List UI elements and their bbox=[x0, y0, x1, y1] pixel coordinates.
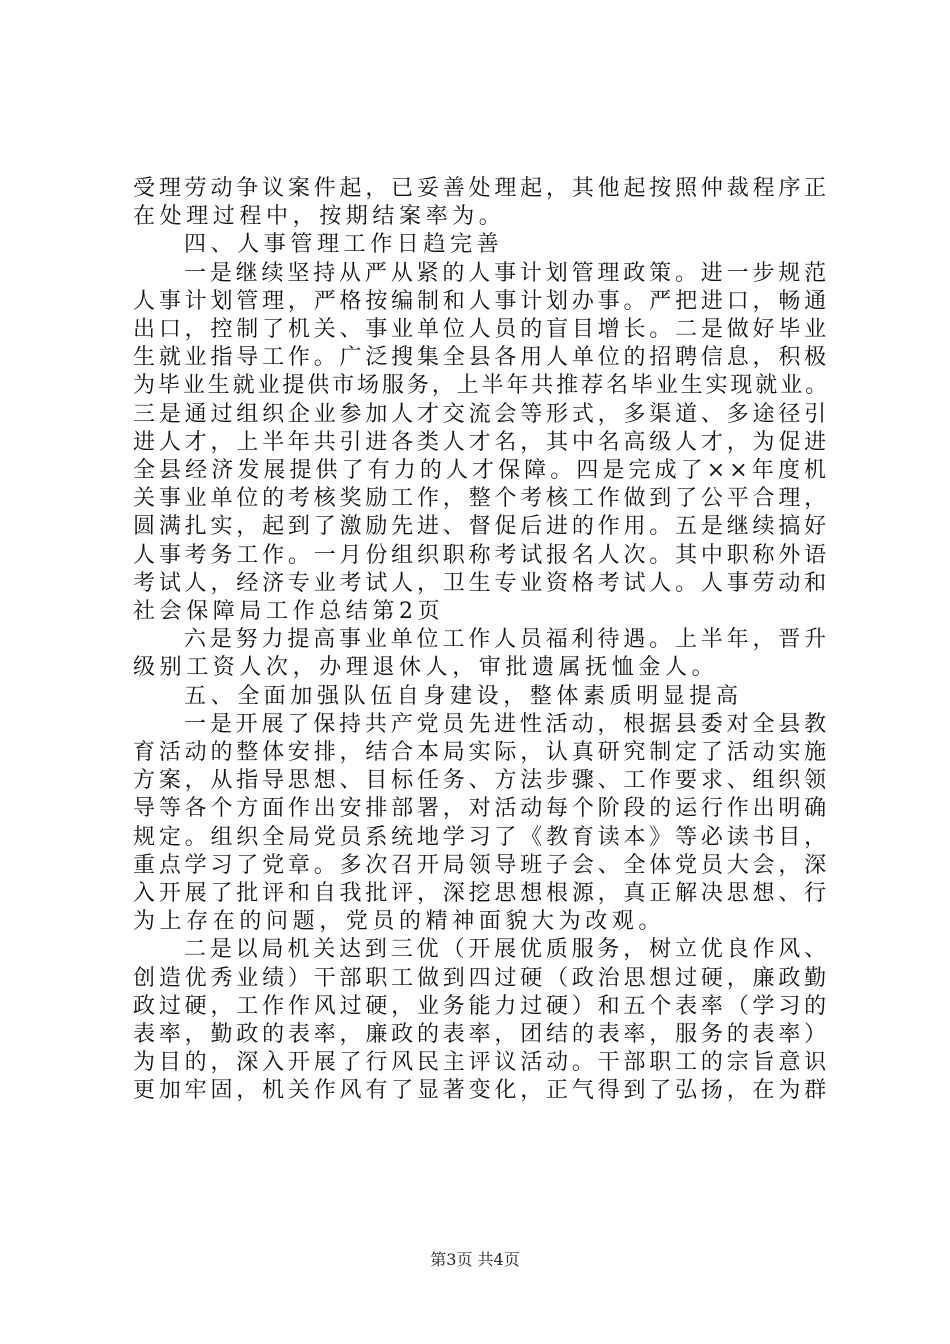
text-line: 规定。组织全局党员系统地学习了《教育读本》等必读书目， bbox=[133, 824, 830, 850]
section-heading: 四、人事管理工作日趋完善 bbox=[184, 232, 504, 258]
text-line: 人事计划管理，严格按编制和人事计划办事。严把进口，畅通 bbox=[133, 288, 830, 314]
paragraph-first-line: 二是以局机关达到三优（开展优质服务，树立优良作风、 bbox=[184, 937, 830, 963]
text-line: 为毕业生就业提供市场服务，上半年共推荐名毕业生实现就业。 bbox=[133, 373, 830, 399]
page-footer: 第3页 共4页 bbox=[430, 1250, 520, 1269]
text-line: 圆满扎实，起到了激励先进、督促后进的作用。五是继续搞好 bbox=[133, 514, 830, 540]
text-line: 重点学习了党章。多次召开局领导班子会、全体党员大会，深 bbox=[133, 852, 830, 878]
text-line: 级别工资人次，办理退休人，审批遗属抚恤金人。 bbox=[133, 655, 719, 681]
section-heading: 五、全面加强队伍自身建设，整体素质明显提高 bbox=[184, 683, 743, 709]
paragraph-first-line: 一是开展了保持共产党员先进性活动，根据县委对全县教 bbox=[184, 711, 830, 737]
text-line: 考试人，经济专业考试人，卫生专业资格考试人。人事劳动和 bbox=[133, 570, 830, 596]
text-line: 更加牢固，机关作风有了显著变化，正气得到了弘扬，在为群 bbox=[133, 1078, 830, 1104]
text-line: 在处理过程中，按期结案率为。 bbox=[133, 204, 506, 230]
text-line: 育活动的整体安排，结合本局实际，认真研究制定了活动实施 bbox=[133, 740, 830, 765]
text-line: 导等各个方面作出安排部署，对活动每个阶段的运行作出明确 bbox=[133, 796, 830, 822]
paragraph-first-line: 一是继续坚持从严从紧的人事计划管理政策。进一步规范 bbox=[184, 260, 830, 286]
text-line: 表率，勤政的表率，廉政的表率，团结的表率，服务的表率） bbox=[133, 1022, 830, 1047]
text-line: 受理劳动争议案件起，已妥善处理起，其他起按照仲裁程序正 bbox=[133, 176, 830, 201]
text-line: 为上存在的问题，党员的精神面貌大为改观。 bbox=[133, 909, 666, 935]
text-line: 人事考务工作。一月份组织职称考试报名人次。其中职称外语 bbox=[133, 542, 830, 568]
text-line: 入开展了批评和自我批评，深挖思想根源，真正解决思想、行 bbox=[133, 881, 830, 906]
text-line: 创造优秀业绩）干部职工做到四过硬（政治思想过硬，廉政勤 bbox=[133, 965, 830, 991]
text-line: 全县经济发展提供了有力的人才保障。四是完成了××年度机 bbox=[133, 458, 830, 483]
text-line: 三是通过组织企业参加人才交流会等形式，多渠道、多途径引 bbox=[133, 401, 830, 427]
text-line: 社会保障局工作总结第2页 bbox=[133, 599, 445, 624]
paragraph-first-line: 六是努力提高事业单位工作人员福利待遇。上半年，晋升 bbox=[184, 627, 830, 653]
text-line: 生就业指导工作。广泛搜集全县各用人单位的招聘信息，积极 bbox=[133, 345, 830, 371]
text-line: 进人才，上半年共引进各类人才名，其中名高级人才，为促进 bbox=[133, 429, 830, 455]
text-line: 为目的，深入开展了行风民主评议活动。干部职工的宗旨意识 bbox=[133, 1050, 830, 1076]
text-line: 政过硬，工作作风过硬，业务能力过硬）和五个表率（学习的 bbox=[133, 993, 830, 1019]
text-line: 关事业单位的考核奖励工作，整个考核工作做到了公平合理， bbox=[133, 486, 830, 512]
text-line: 出口，控制了机关、事业单位人员的盲目增长。二是做好毕业 bbox=[133, 317, 830, 342]
text-line: 方案，从指导思想、目标任务、方法步骤、工作要求、组织领 bbox=[133, 768, 830, 794]
